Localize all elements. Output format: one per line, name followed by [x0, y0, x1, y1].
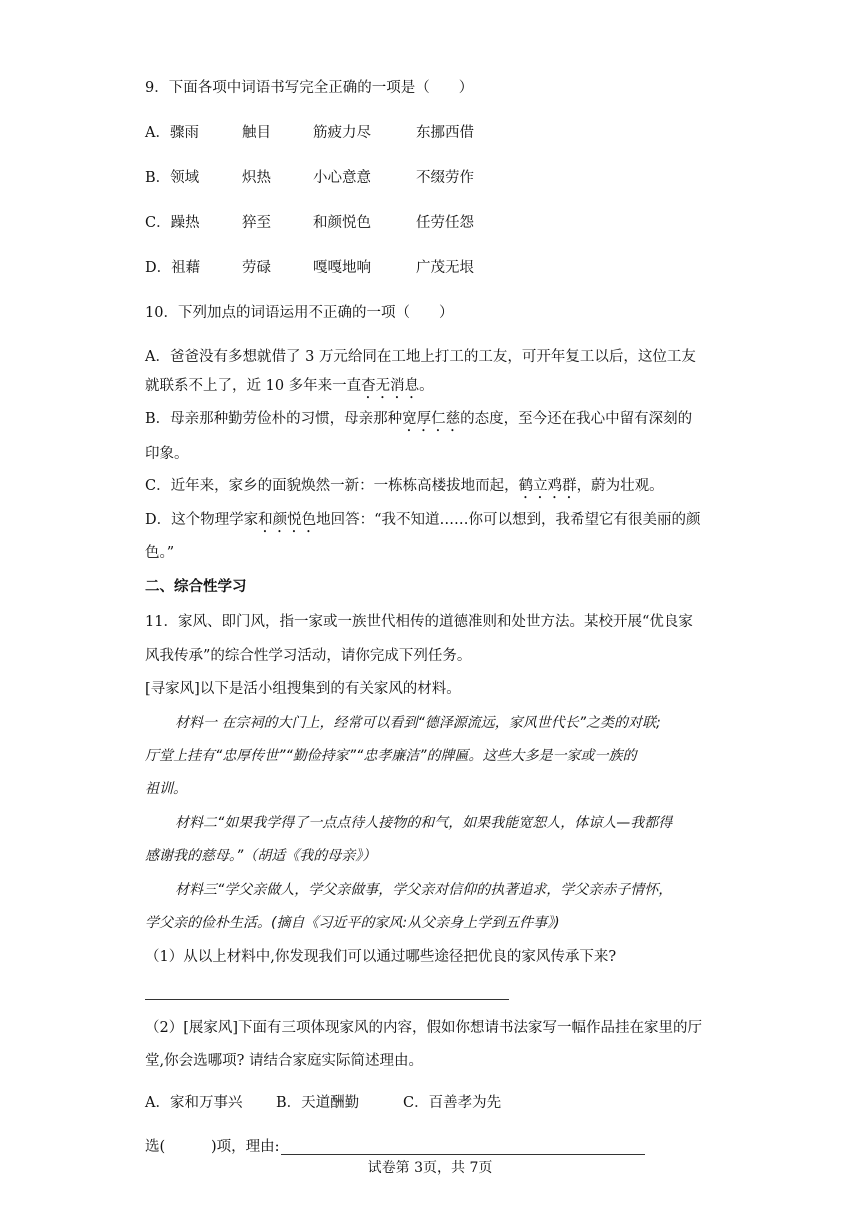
q9-option-b-word3: 小心意意: [313, 170, 371, 186]
q11-choice-b: B．天道酬勤: [276, 1095, 360, 1111]
q10-option-b-line1: [145, 409, 692, 435]
q10-option-d-line1: [145, 510, 701, 536]
q9-option-d-word3: 嘎嘎地响: [313, 260, 371, 276]
q11-intro-line2: 风我传承”的综合性学习活动，请你完成下列任务。: [145, 648, 472, 664]
page-footer: 试卷第 3页，共 7页: [367, 1160, 493, 1176]
q9-option-c-word2: 猝至: [242, 215, 271, 231]
q9-option-d: D．祖藉: [145, 260, 201, 276]
q9-option-c-word4: 任劳任怨: [416, 215, 474, 231]
q10-option-a-line1: A．爸爸没有多想就借了 3 万元给同在工地上打工的工友，可开年复工以后，这位工友: [145, 349, 696, 365]
q10-option-d-line2: 色。”: [145, 545, 175, 561]
material-3-line2: 学父亲的俭朴生活。(摘自《习近平的家风:从父亲身上学到五件事》): [145, 915, 560, 931]
material-1-line1: 材料一 在宗祠的大门上，经常可以看到“德泽源流远，家风世代长”之类的对联;: [175, 715, 661, 731]
q10-option-a-line2: [145, 376, 434, 402]
material-2-line2: 感谢我的慈母。”（胡适《我的母亲》）: [145, 848, 377, 864]
q10-d-text-end: 地回答：“我不知道……你可以想到，我希望它有很美丽的颜: [316, 512, 701, 528]
q11-intro-line3: [寻家风]以下是活小组搜集到的有关家风的材料。: [145, 681, 461, 697]
q11-intro-line1: 11．家风、即门风，指一家或一族世代相传的道德准则和处世方法。某校开展“优良家: [145, 614, 693, 630]
q10-c-text-end: ，蔚为壮观。: [576, 478, 664, 494]
q10-d-text: D．这个物理学家: [145, 512, 259, 528]
q9-option-a: A．骤雨: [145, 125, 199, 141]
q10-c-text: C．近年来，家乡的面貌焕然一新：一栋栋高楼拔地而起，: [145, 478, 519, 494]
q9-option-a-word4: 东挪西借: [416, 125, 474, 141]
q9-option-b-word4: 不缀劳作: [416, 170, 474, 186]
q11-sub2-line2: 堂,你会选哪项? 请结合家庭实际简述理由。: [145, 1053, 423, 1069]
section-title: 二、综合性学习: [145, 579, 247, 595]
q11-select-suffix: )项，理由:: [211, 1139, 280, 1155]
q10-b-text: B．母亲那种勤劳俭朴的习惯，母亲那种: [145, 411, 403, 427]
material-3-line1: 材料三“学父亲做人，学父亲做事，学父亲对信仰的执著追求，学父亲赤子情怀，: [175, 882, 673, 898]
q10-b-text-end: 的态度，至今还在我心中留有深刻的: [460, 411, 693, 427]
q10-a-text-end: 。: [419, 378, 434, 394]
q9-option-d-word2: 劳碌: [242, 260, 271, 276]
q10-a-dotted-word: 杳无消息: [361, 378, 420, 394]
q9-option-b-word2: 炽热: [242, 170, 271, 186]
q10-stem: 10．下列加点的词语运用不正确的一项（ ）: [145, 305, 454, 321]
q10-d-dotted-word: 和颜悦色: [258, 512, 317, 528]
q10-option-b-line2: 印象。: [145, 446, 189, 462]
q10-c-dotted-word: 鹤立鸡群: [518, 478, 577, 494]
q9-stem: 9．下面各项中词语书写完全正确的一项是（ ）: [145, 80, 474, 96]
answer-line-1[interactable]: [145, 999, 509, 1000]
q9-option-c: C．躁热: [145, 215, 200, 231]
q11-choice-c: C．百善孝为先: [403, 1095, 502, 1111]
q9-option-a-word2: 触目: [242, 125, 271, 141]
q11-choice-a: A．家和万事兴: [145, 1095, 243, 1111]
q9-option-a-word3: 筋疲力尽: [313, 125, 371, 141]
material-1-line3: 祖训。: [145, 781, 187, 797]
answer-line-2[interactable]: [281, 1154, 645, 1155]
q10-b-dotted-word: 宽厚仁慈: [402, 411, 461, 427]
q10-option-c-line1: [145, 476, 664, 502]
material-1-line2: 厅堂上挂有“忠厚传世”“勤俭持家”“忠孝廉洁”的牌匾。这些大多是一家或一族的: [145, 748, 637, 764]
q11-sub2-line1: （2）[展家风]下面有三项体现家风的内容，假如你想请书法家写一幅作品挂在家里的厅: [145, 1020, 703, 1036]
q11-select-prefix: 选(: [145, 1139, 166, 1155]
q11-sub1: （1）从以上材料中,你发现我们可以通过哪些途径把优良的家风传承下来?: [145, 949, 617, 965]
material-2-line1: 材料二“如果我学得了一点点待人接物的和气，如果我能宽恕人，体谅人—我都得: [175, 815, 673, 831]
q9-option-b: B．领域: [145, 170, 200, 186]
q10-a-text: 就联系不上了，近 10 多年来一直: [145, 378, 362, 394]
q9-option-d-word4: 广茂无垠: [416, 260, 474, 276]
q9-option-c-word3: 和颜悦色: [313, 215, 371, 231]
